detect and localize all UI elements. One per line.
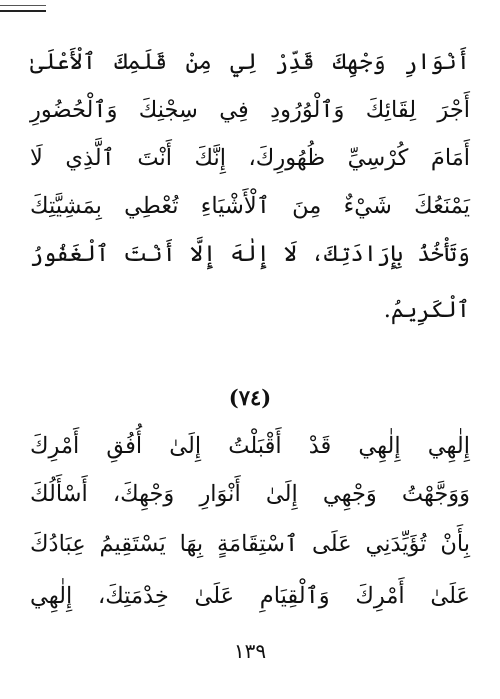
page-number: ١٣٩ (233, 639, 267, 663)
top-decorative-rule (0, 0, 46, 12)
paragraph-1-line: أَجْرَ لِقَائِكَ وَٱلْوُرُودِ فِي سِجْنِكَ وَٱلْحُضُورِ (30, 97, 470, 123)
paragraph-2-line: إِلٰهِي إِلٰهِي قَدْ أَقْبَلْتُ إِلَىٰ أُفُقِ أَمْرِكَ (30, 433, 470, 459)
paragraph-1-line: يَمْنَعُكَ شَيْءٌ مِنَ ٱلْأَشْيَاءِ تُعْطِي بِمَشِيَّتِكَ (30, 193, 470, 219)
section-heading: (٧٤) (228, 385, 272, 410)
paragraph-1-line: وَتَأْخُذُ بِإِرَادَتِكَ، لَا إِلٰهَ إِلَّا أَنْتَ ٱلْغَفُورُ (30, 241, 470, 267)
paragraph-2-line: عَلَىٰ أَمْرِكَ وَٱلْقِيَامِ عَلَىٰ خِدْمَتِكَ، إِلٰهِي (30, 583, 470, 609)
paragraph-1-line: أَنْوَارِ وَجْهِكَ قَدِّرْ لِي مِنْ قَلَمِكَ ٱلْأَعْلَىٰ (30, 49, 470, 75)
paragraph-2-line: بِأَنْ تُؤَيِّدَنِي عَلَى ٱسْتِقَامَةٍ بِهَا يَسْتَقِيمُ عِبَادُكَ (30, 531, 470, 557)
paragraph-1-line: أَمَامَ كُرْسِيِّ ظُهُورِكَ، إِنَّكَ أَنْتَ ٱلَّذِي لَا (30, 145, 470, 171)
paragraph-2-line: وَوَجَّهْتُ وَجْهِي إِلَىٰ أَنْوَارِ وَجْهِكَ، أَسْأَلُكَ (30, 481, 470, 507)
paragraph-1-line: ٱلْكَرِيمُ. (383, 297, 470, 323)
